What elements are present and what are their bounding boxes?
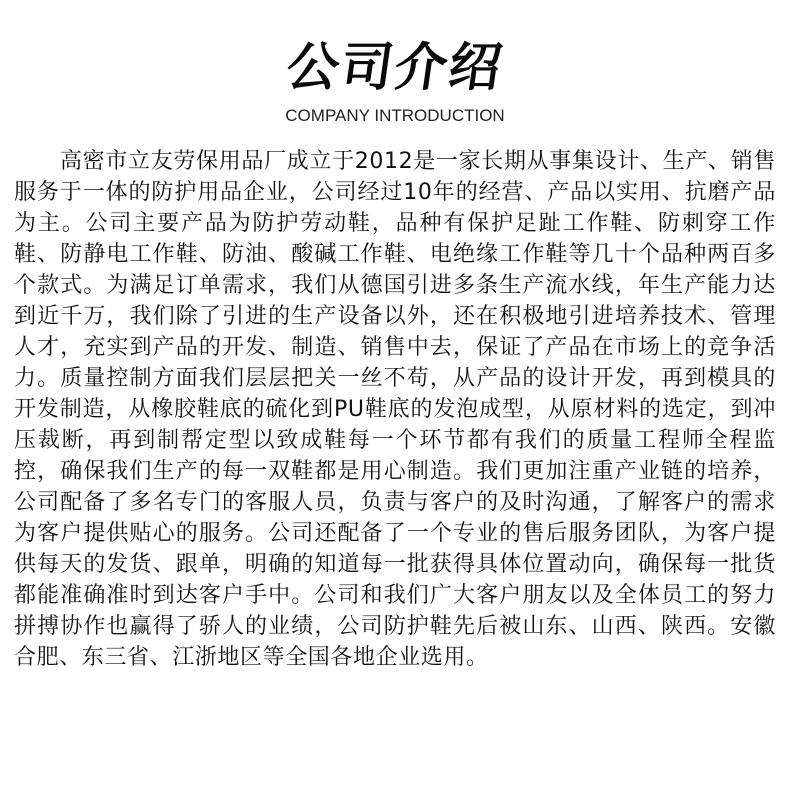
page-subtitle: COMPANY INTRODUCTION	[285, 106, 505, 125]
page-title: 公司介绍	[282, 38, 508, 98]
introduction-paragraph: 高密市立友劳保用品厂成立于2012是一家长期从事集设计、生产、销售服务于一体的防护用品企业，公司经过10年的经营、产品以实用、抗磨产品为主。公司主要产品为防护劳动鞋，品种有保护足趾工作鞋、防刺穿工作鞋、防静电工作鞋、防油、酸碱工作鞋、电绝缘工作鞋等几十个品种两百多个款式。为满足订单需求，我们从德国引进多条生产流水线，年生产能力达到近千万，我们除了引进的生产设备以外，还在积极地引进培养技术、管理人才，充实到产品的开发、制造、销售中去，保证了产品在市场上的竞争活力。质量控制方面我们层层把关一丝不苟，从产品的设计开发，再到模具的开发制造，从橡胶鞋底的硫化到PU鞋底的发泡成型，从原材料的选定，到冲压裁断，再到制帮定型以致成鞋每一个环节都有我们的质量工程师全程监控，确保我们生产的每一双鞋都是用心制造。我们更加注重产业链的培养，公司配备了多名专门的客服人员，负责与客户的及时沟通，了解客户的需求为客户提供贴心的服务。公司还配备了一个专业的售后服务团队，为客户提供每天的发货、跟单，明确的知道每一批获得具体位置动向，确保每一批货都能准确准时到达客户手中。公司和我们广大客户朋友以及全体员工的努力拼搏协作也赢得了骄人的业绩，公司防护鞋先后被山东、山西、陕西。安徽合肥、东三省、江浙地区等全国各地企业选用。	[14, 149, 776, 670]
